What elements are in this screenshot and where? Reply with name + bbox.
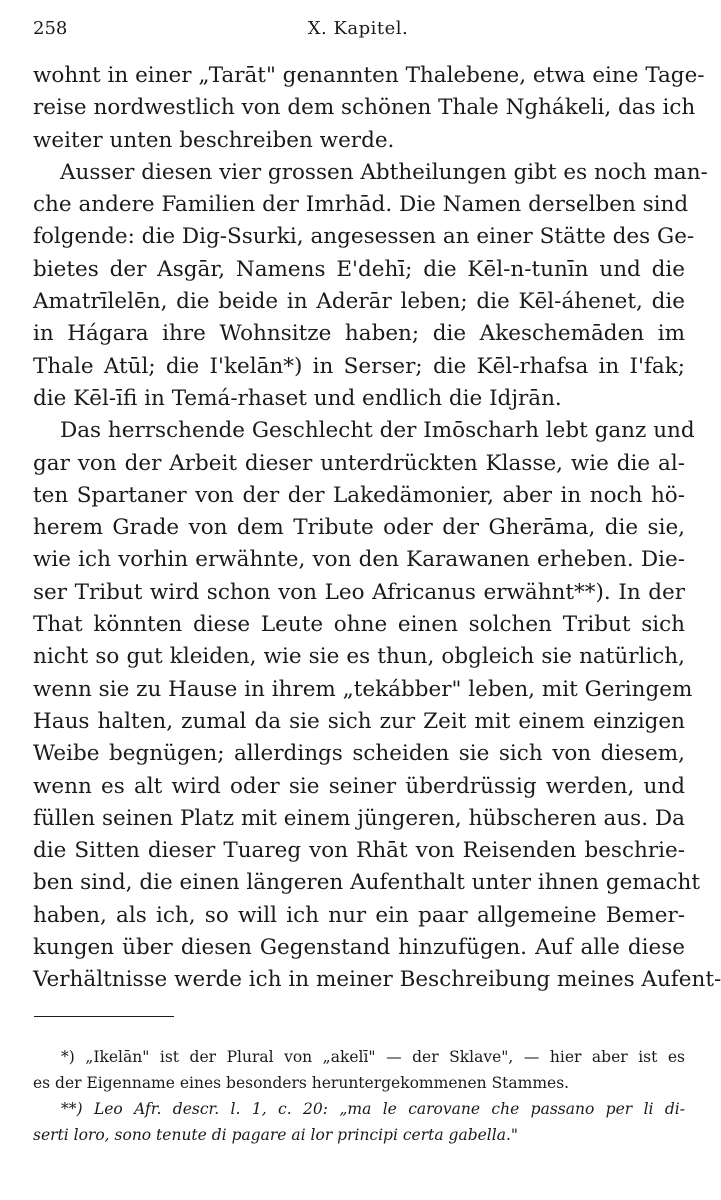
text-line: in Hágara ihre Wohnsitze haben; die Akeschemāden im <box>33 321 685 347</box>
text-line: weiter unten beschreiben werde. <box>33 127 395 153</box>
text-line: Ausser diesen vier grossen Abtheilungen gibt es noch man- <box>60 159 708 185</box>
page-number: 258 <box>33 18 68 39</box>
text-line: folgende: die Dig-Ssurki, angesessen an einer Stätte des Ge- <box>33 224 695 250</box>
text-line: Weibe begnügen; allerdings scheiden sie sich von diesem, <box>33 741 685 767</box>
text-line: Das herrschende Geschlecht der Imōscharh lebt ganz und <box>60 418 695 444</box>
text-line: bietes der Asgār, Namens E'dehī; die Kēl-n-tunīn und die <box>33 256 685 282</box>
text-line: wie ich vorhin erwähnte, von den Karawanen erheben. Die- <box>33 547 685 573</box>
text-line: ten Spartaner von der der Lakedämonier, aber in noch hö- <box>33 482 685 508</box>
text-line: haben, als ich, so will ich nur ein paar allgemeine Bemer- <box>33 902 685 928</box>
text-line: wenn sie zu Hause in ihrem „tekábber" leben, mit Geringem <box>33 676 693 702</box>
text-line: Haus halten, zumal da sie sich zur Zeit mit einem einzigen <box>33 708 685 734</box>
running-title: X. Kapitel. <box>307 18 409 39</box>
footnote-line: **) Leo Afr. descr. l. 1, c. 20: „ma le carovane che passano per li di- <box>61 1100 685 1118</box>
text-line: che andere Familien der Imrhād. Die Namen derselben sind <box>33 192 689 218</box>
footnote-divider <box>34 1016 174 1017</box>
text-line: ser Tribut wird schon von Leo Africanus erwähnt**). In der <box>33 579 685 605</box>
text-line: ben sind, die einen längeren Aufenthalt unter ihnen gemacht <box>33 870 701 896</box>
text-line: füllen seinen Platz mit einem jüngeren, hübscheren aus. Da <box>33 805 685 831</box>
page-header <box>33 18 683 48</box>
footnote-2 <box>33 1096 685 1148</box>
paragraph-3 <box>33 415 721 996</box>
text-line: reise nordwestlich von dem schönen Thale Nghákeli, das ich <box>33 95 696 121</box>
text-line: Verhältnisse werde ich in meiner Beschreibung meines Aufent- <box>33 967 721 993</box>
footnotes <box>33 1044 685 1148</box>
text-line: Thale Atūl; die I'kelān*) in Serser; die Kēl-rhafsa in I'fak; <box>33 353 685 379</box>
text-line: That könnten diese Leute ohne einen solchen Tribut sich <box>33 612 685 638</box>
paragraph-1 <box>33 60 705 157</box>
text-line: Amatrīlelēn, die beide in Aderār leben; die Kēl-áhenet, die <box>33 289 685 315</box>
text-line: herem Grade von dem Tribute oder der Gherāma, die sie, <box>33 515 685 541</box>
footnote-line: serti loro, sono tenute di pagare ai lor principi certa gabella." <box>33 1126 518 1144</box>
footnote-1 <box>33 1044 685 1096</box>
text-line: die Kēl-īfi in Temá-rhaset und endlich die Idjrān. <box>33 385 562 411</box>
text-line: die Sitten dieser Tuareg von Rhāt von Reisenden beschrie- <box>33 838 685 864</box>
footnote-line: es der Eigenname eines besonders heruntergekommenen Stammes. <box>33 1074 570 1092</box>
text-line: nicht so gut kleiden, wie sie es thun, obgleich sie natürlich, <box>33 644 685 670</box>
paragraph-2 <box>33 157 708 415</box>
main-text <box>33 60 721 997</box>
text-line: wohnt in einer „Tarāt" genannten Thalebene, etwa eine Tage- <box>33 63 705 88</box>
text-line: wenn es alt wird oder sie seiner überdrüssig werden, und <box>33 773 685 799</box>
text-line: gar von der Arbeit dieser unterdrückten Klasse, wie die al- <box>33 450 685 476</box>
text-line: kungen über diesen Gegenstand hinzufügen. Auf alle diese <box>33 935 685 961</box>
footnote-line: *) „Ikelān" ist der Plural von „akelī" — der Sklave", — hier aber ist es <box>61 1048 685 1066</box>
